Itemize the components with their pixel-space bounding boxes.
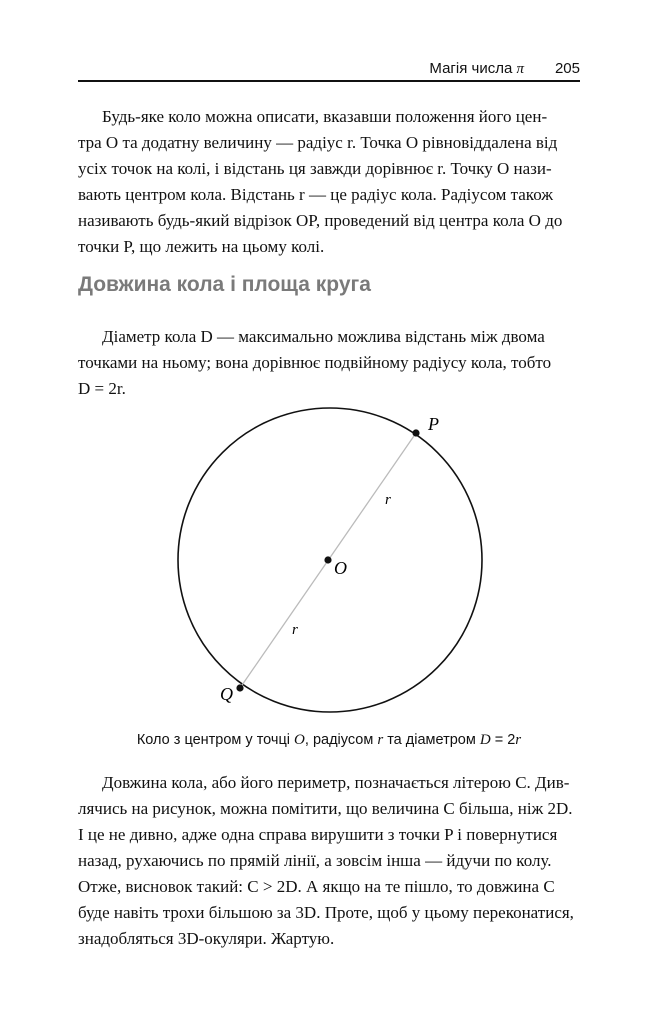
- paragraph-1-line: Будь-яке коло можна описати, вказавши положення його цен-: [102, 107, 548, 126]
- paragraph-1-line: точки P, що лежить на цьому колі.: [78, 237, 325, 256]
- paragraph-3-line: Отже, висновок такий: C > 2D. А якщо на те пішло, то довжина C: [78, 877, 555, 896]
- section-heading: Довжина кола і площа круга: [78, 273, 371, 296]
- paragraph-3-line: знадобляться 3D-окуляри. Жартую.: [78, 929, 335, 948]
- running-title: [429, 60, 524, 78]
- running-title-text: Магія числа: [429, 60, 513, 77]
- page-number: 205: [554, 60, 580, 77]
- paragraph-2-line: D = 2r.: [78, 379, 126, 398]
- paragraph-3-line: Довжина кола, або його периметр, позначається літерою C. Див-: [102, 773, 570, 792]
- paragraph-2-line: точками на ньому; вона дорівнює подвійному радіусу кола, тобто: [78, 353, 552, 372]
- label-q: Q: [220, 684, 233, 704]
- header-rule: [78, 80, 580, 82]
- page-header: [78, 60, 580, 80]
- paragraph-3-line: назад, рухаючись по прямій лінії, а зовсім інша — йдучи по колу.: [78, 851, 552, 870]
- point-p: [412, 429, 419, 436]
- figure-caption: Коло з центром у точці O, радіусом r та діаметром D = 2r: [136, 732, 522, 748]
- paragraph-2: [78, 324, 580, 402]
- paragraph-3-line: І це не дивно, адже одна справа вирушити з точки P і повернутися: [78, 825, 558, 844]
- label-r-lower: r: [292, 622, 298, 638]
- paragraph-1-line: усіх точок на колі, і відстань ця завжди дорівнює r. Точку O нази-: [78, 159, 552, 178]
- pi-symbol: π: [516, 61, 524, 77]
- point-o: [324, 556, 331, 563]
- label-r-upper: r: [385, 492, 391, 508]
- paragraph-2-line: Діаметр кола D — максимально можлива відстань між двома: [102, 327, 545, 346]
- circle-diagram: [150, 400, 510, 720]
- paragraph-3: [78, 770, 580, 952]
- paragraph-1-line: вають центром кола. Відстань r — це радіус кола. Радіусом також: [78, 185, 554, 204]
- label-o: O: [334, 558, 347, 578]
- paragraph-3-line: буде навіть трохи більшою за 3D. Проте, щоб у цьому переконатися,: [78, 903, 574, 922]
- paragraph-3-line: лячись на рисунок, можна помітити, що величина C більша, ніж 2D.: [78, 799, 573, 818]
- paragraph-1: [78, 104, 580, 260]
- paragraph-1-line: називають будь-який відрізок OP, проведений від центра кола O до: [78, 211, 563, 230]
- point-q: [236, 684, 243, 691]
- label-p: P: [428, 414, 439, 434]
- paragraph-1-line: тра O та додатну величину — радіус r. Точка O рівновіддалена від: [78, 133, 558, 152]
